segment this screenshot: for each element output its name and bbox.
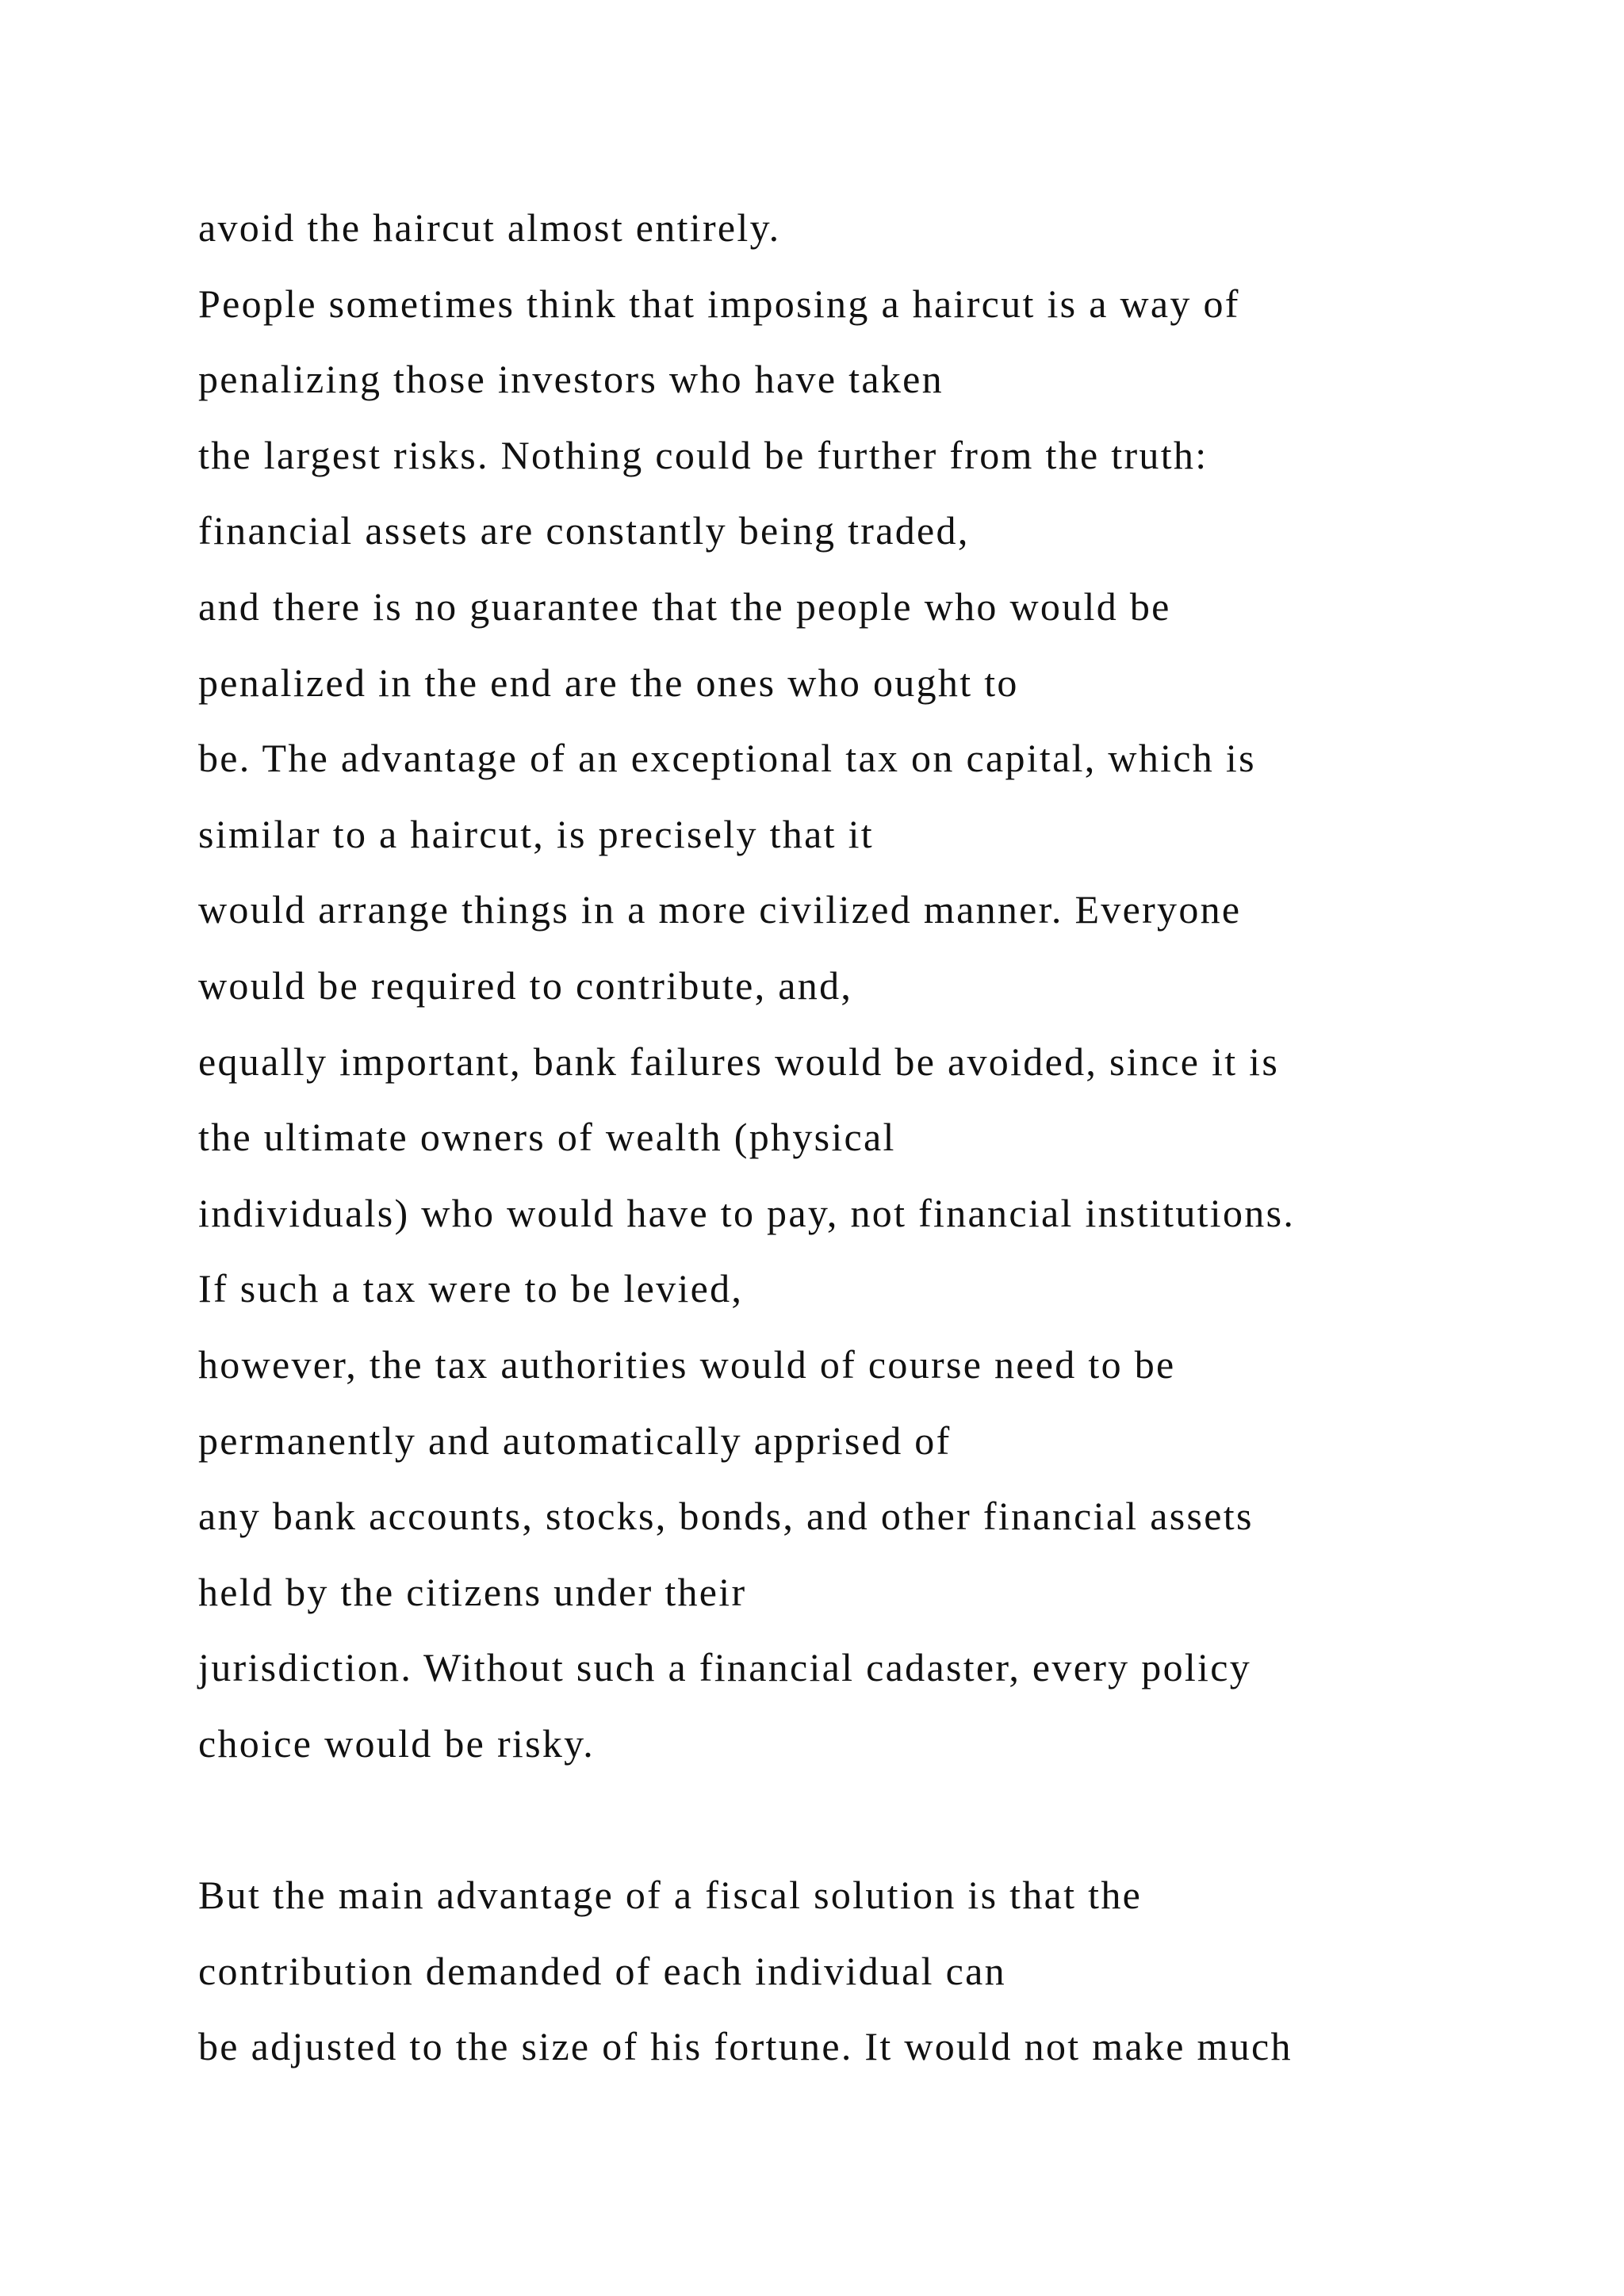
paragraph-spacer — [198, 1781, 1546, 1858]
paragraph — [198, 190, 1546, 1781]
text-line: equally important, bank failures would be avoided, since it is — [198, 1039, 1280, 1084]
text-line: would be required to contribute, and, — [198, 962, 853, 1008]
text-line: be adjusted to the size of his fortune. It would not make much — [198, 2024, 1293, 2069]
text-line: would arrange things in a more civilized manner. Everyone — [198, 887, 1242, 932]
text-line: If such a tax were to be levied, — [198, 1266, 744, 1311]
text-line: any bank accounts, stocks, bonds, and other financial assets — [198, 1494, 1254, 1539]
document-body — [198, 190, 1546, 2085]
text-line: permanently and automatically apprised of — [198, 1418, 952, 1463]
text-line: held by the citizens under their — [198, 1569, 747, 1614]
text-line: and there is no guarantee that the people who would be — [198, 584, 1171, 629]
text-line: choice would be risky. — [198, 1720, 596, 1766]
text-line: contribution demanded of each individual can — [198, 1948, 1006, 1993]
text-line: jurisdiction. Without such a financial cadaster, every policy — [198, 1645, 1252, 1690]
text-line: be. The advantage of an exceptional tax on capital, which is — [198, 736, 1256, 781]
text-line: however, the tax authorities would of course need to be — [198, 1341, 1176, 1387]
text-line: But the main advantage of a fiscal solution is that the — [198, 1873, 1143, 1918]
text-line: the ultimate owners of wealth (physical — [198, 1115, 896, 1160]
text-line: individuals) who would have to pay, not financial institutions. — [198, 1190, 1296, 1235]
text-line: avoid the haircut almost entirely. — [198, 205, 781, 250]
text-line: penalized in the end are the ones who ought to — [198, 660, 1019, 705]
text-line: similar to a haircut, is precisely that it — [198, 811, 874, 856]
text-line: the largest risks. Nothing could be further from the truth: — [198, 432, 1208, 477]
paragraph — [198, 1858, 1546, 2085]
text-line: penalizing those investors who have taken — [198, 357, 944, 402]
text-line: People sometimes think that imposing a haircut is a way of — [198, 281, 1240, 326]
text-line: financial assets are constantly being traded, — [198, 508, 970, 553]
